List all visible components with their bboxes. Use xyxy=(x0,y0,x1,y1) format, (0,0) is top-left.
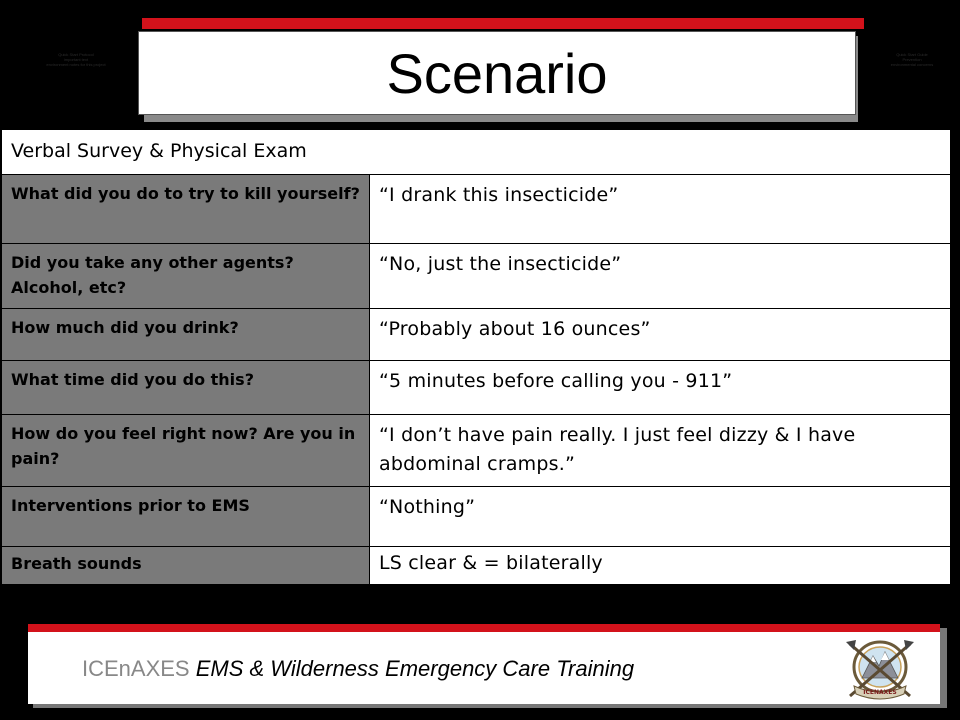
right-corner-note-text: Quick Start Guide Prevention environmental concerns xyxy=(890,52,934,67)
footer-brand: ICEnAXES xyxy=(82,656,190,681)
table-row xyxy=(2,244,951,309)
table-row xyxy=(2,309,951,361)
right-corner-note xyxy=(872,52,952,67)
footer-accent-bar xyxy=(28,624,940,632)
svg-text:ICENAXES: ICENAXES xyxy=(863,689,897,696)
table-row xyxy=(2,361,951,415)
question-cell: Interventions prior to EMS xyxy=(2,487,370,547)
table-header-row xyxy=(2,130,951,175)
answer-cell: “No, just the insecticide” xyxy=(370,244,951,309)
question-cell: How do you feel right now? Are you in pain? xyxy=(2,415,370,487)
title-box xyxy=(138,31,856,115)
answer-cell: “Nothing” xyxy=(370,487,951,547)
answer-cell: “5 minutes before calling you - 911” xyxy=(370,361,951,415)
answer-cell: “I drank this insecticide” xyxy=(370,175,951,244)
question-cell: Did you take any other agents? Alcohol, etc? xyxy=(2,244,370,309)
table-row xyxy=(2,487,951,547)
left-corner-note xyxy=(36,52,116,67)
question-cell: What did you do to try to kill yourself? xyxy=(2,175,370,244)
footer-tagline: EMS & Wilderness Emergency Care Training xyxy=(195,656,635,681)
question-cell: What time did you do this? xyxy=(2,361,370,415)
table-row xyxy=(2,415,951,487)
table-header: Verbal Survey & Physical Exam xyxy=(2,130,951,175)
scenario-table xyxy=(1,129,951,585)
table-row xyxy=(2,547,951,585)
question-cell: Breath sounds xyxy=(2,547,370,585)
title-accent-bar xyxy=(142,18,864,29)
answer-cell: “Probably about 16 ounces” xyxy=(370,309,951,361)
footer-text xyxy=(82,656,634,682)
question-cell: How much did you drink? xyxy=(2,309,370,361)
answer-cell: “I don’t have pain really. I just feel dizzy & I have abdominal cramps.” xyxy=(370,415,951,487)
left-corner-note-text: Quick Start Protocol important text environment notes for this project xyxy=(46,52,106,67)
icenaxes-logo-icon xyxy=(844,636,916,702)
answer-cell: LS clear & = bilaterally xyxy=(370,547,951,585)
slide-title: Scenario xyxy=(386,41,608,105)
table-row xyxy=(2,175,951,244)
